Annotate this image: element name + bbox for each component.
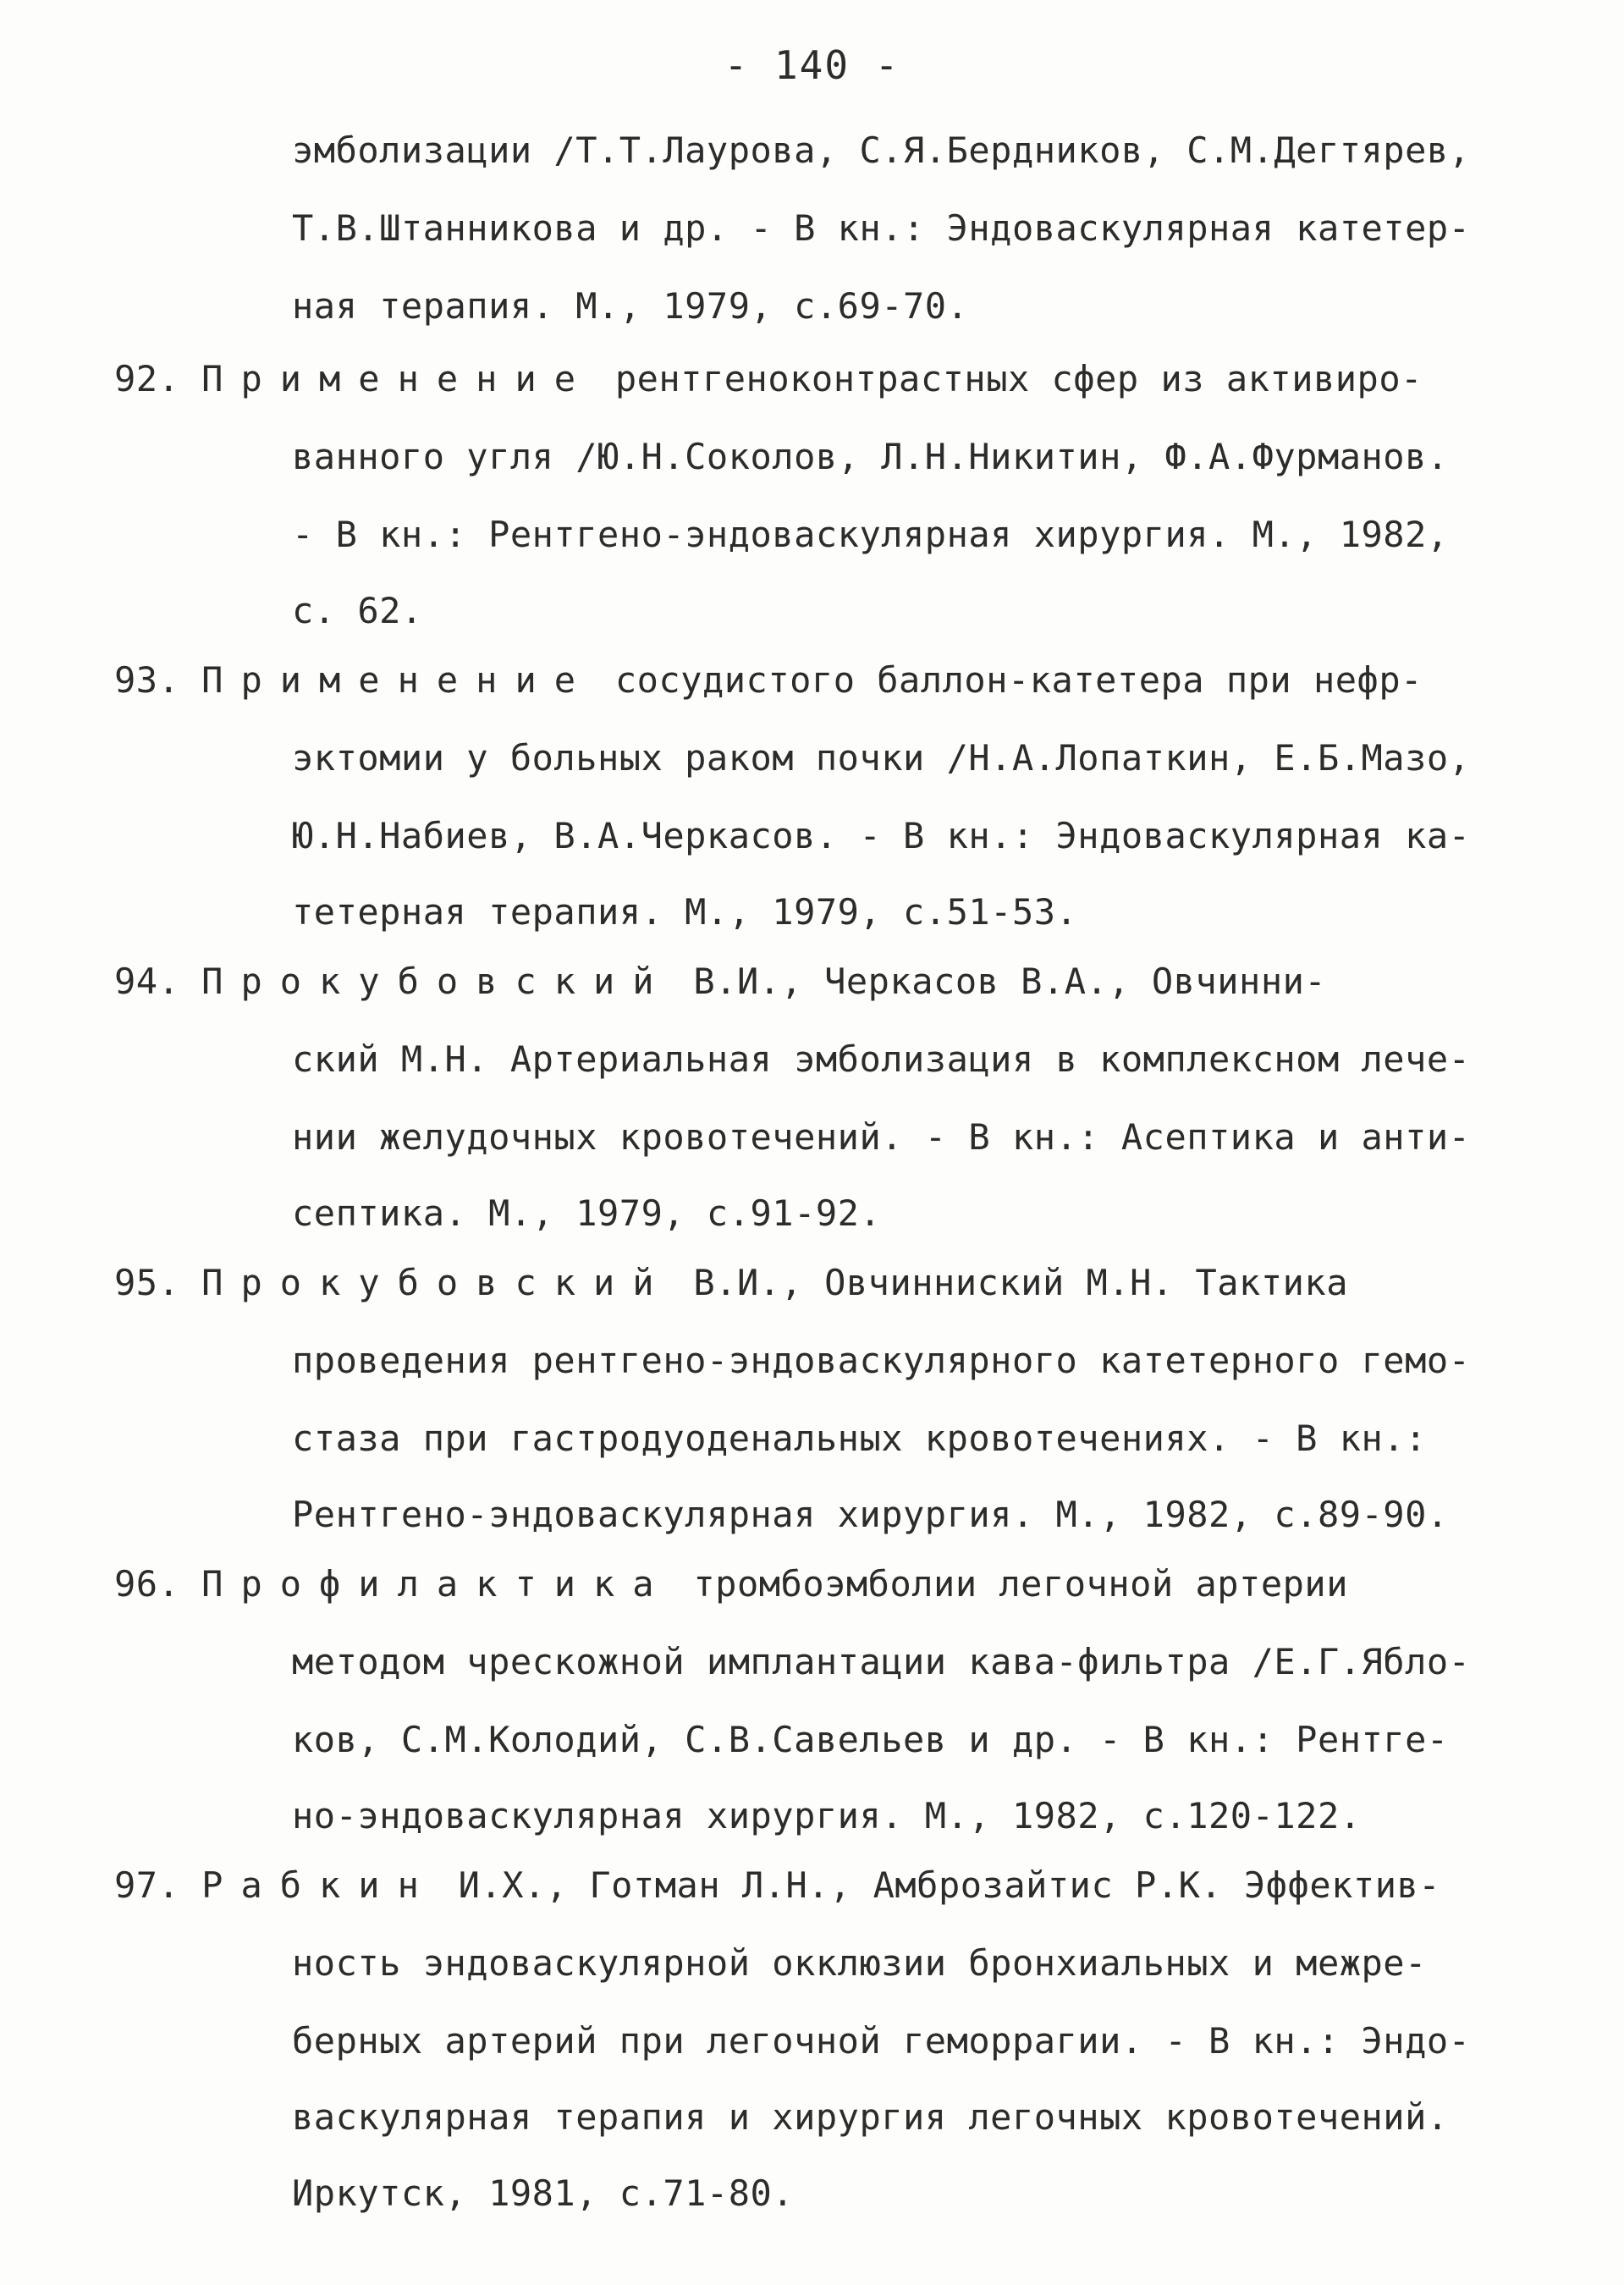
entry-number: 93. (114, 659, 180, 701)
entry-93-line-2: эктомии у больных раком почки /Н.А.Лопаткин, Е.Б.Мазо, (292, 737, 1471, 779)
page-number: - 140 - (724, 42, 900, 88)
entry-94-line-4: септика. М., 1979, с.91-92. (292, 1192, 882, 1234)
entry-97-line-2: ность эндоваскулярной окклюзии бронхиальных и межре- (292, 1942, 1427, 1984)
entry-91-line-3: ная терапия. М., 1979, с.69-70. (292, 285, 969, 327)
entry-94-first-line (114, 958, 1326, 1005)
entry-number: 92. (114, 358, 180, 399)
entry-number: 94. (114, 961, 180, 1002)
entry-95-line-4: Рентгено-эндоваскулярная хирургия. М., 1982, с.89-90. (292, 1494, 1449, 1535)
entry-96-line-2: методом чрескожной имплантации кава-фильтра /Е.Г.Яблo- (292, 1641, 1471, 1682)
entry-95-first-line (114, 1259, 1348, 1307)
entry-96-line-4: но-эндоваскулярная хирургия. М., 1982, с.120-122. (292, 1795, 1362, 1836)
entry-92-line-3: - В кн.: Рентгено-эндоваскулярная хирургия. М., 1982, (292, 514, 1449, 555)
entry-number: 96. (114, 1563, 180, 1605)
entry-96-first-line (114, 1561, 1348, 1608)
entry-number: 97. (114, 1864, 180, 1906)
entry-91-line-1: эмболизации /Т.Т.Лаурова, С.Я.Бердников, С.М.Дегтярев, (292, 129, 1471, 171)
entry-lead: Прокубовский (201, 961, 672, 1002)
entry-92-first-line (114, 355, 1423, 403)
entry-lead: Применение (201, 358, 594, 399)
entry-lead: Профилактика (201, 1563, 672, 1605)
entry-92-line-2: ванного угля /Ю.Н.Соколов, Л.Н.Никитин, Ф.А.Фурманов. (292, 436, 1449, 477)
entry-first-rest: сосудистого баллон-катетера при нефр- (614, 659, 1423, 701)
entry-93-line-3: Ю.Н.Набиев, В.А.Черкасов. - В кн.: Эндоваскулярная ка- (292, 815, 1471, 856)
entry-first-rest: В.И., Овчинниский М.Н. Тактика (693, 1262, 1348, 1303)
entry-lead: Применение (201, 659, 594, 701)
entry-first-rest: тромбоэмболии легочной артерии (693, 1563, 1348, 1605)
entry-first-rest: И.Х., Готман Л.Н., Амброзайтис Р.К. Эффектив- (458, 1864, 1441, 1906)
entry-92-line-4: с. 62. (292, 590, 423, 631)
entry-94-line-2: ский М.Н. Артериальная эмболизация в комплексном лече- (292, 1038, 1471, 1080)
entry-first-rest: В.И., Черкасов В.А., Овчинни- (693, 961, 1327, 1002)
entry-97-line-4: васкулярная терапия и хирургия легочных кровотечений. (292, 2096, 1449, 2138)
entry-96-line-3: ков, С.М.Колодий, С.В.Савельев и др. - В кн.: Рентге- (292, 1719, 1449, 1760)
entry-95-line-3: стаза при гастродуоденальных кровотечениях. - В кн.: (292, 1418, 1427, 1459)
entry-93-line-4: тетерная терапия. М., 1979, с.51-53. (292, 891, 1078, 933)
entry-first-rest: рентгеноконтрастных сфер из активиро- (614, 358, 1423, 399)
entry-93-first-line (114, 657, 1423, 704)
entry-lead: Прокубовский (201, 1262, 672, 1303)
entry-97-line-5: Иркутск, 1981, с.71-80. (292, 2172, 795, 2214)
entry-94-line-3: нии желудочных кровотечений. - В кн.: Асептика и анти- (292, 1116, 1471, 1158)
entry-97-line-3: берных артерий при легочной геморрагии. - В кн.: Эндо- (292, 2020, 1471, 2062)
entry-lead: Рабкин (201, 1864, 437, 1906)
entry-97-first-line (114, 1862, 1440, 1909)
entry-95-line-2: проведения рентгено-эндоваскулярного катетерного гемо- (292, 1340, 1471, 1381)
entry-91-line-2: Т.В.Штанникова и др. - В кн.: Эндоваскулярная катетер- (292, 207, 1471, 249)
entry-number: 95. (114, 1262, 180, 1303)
